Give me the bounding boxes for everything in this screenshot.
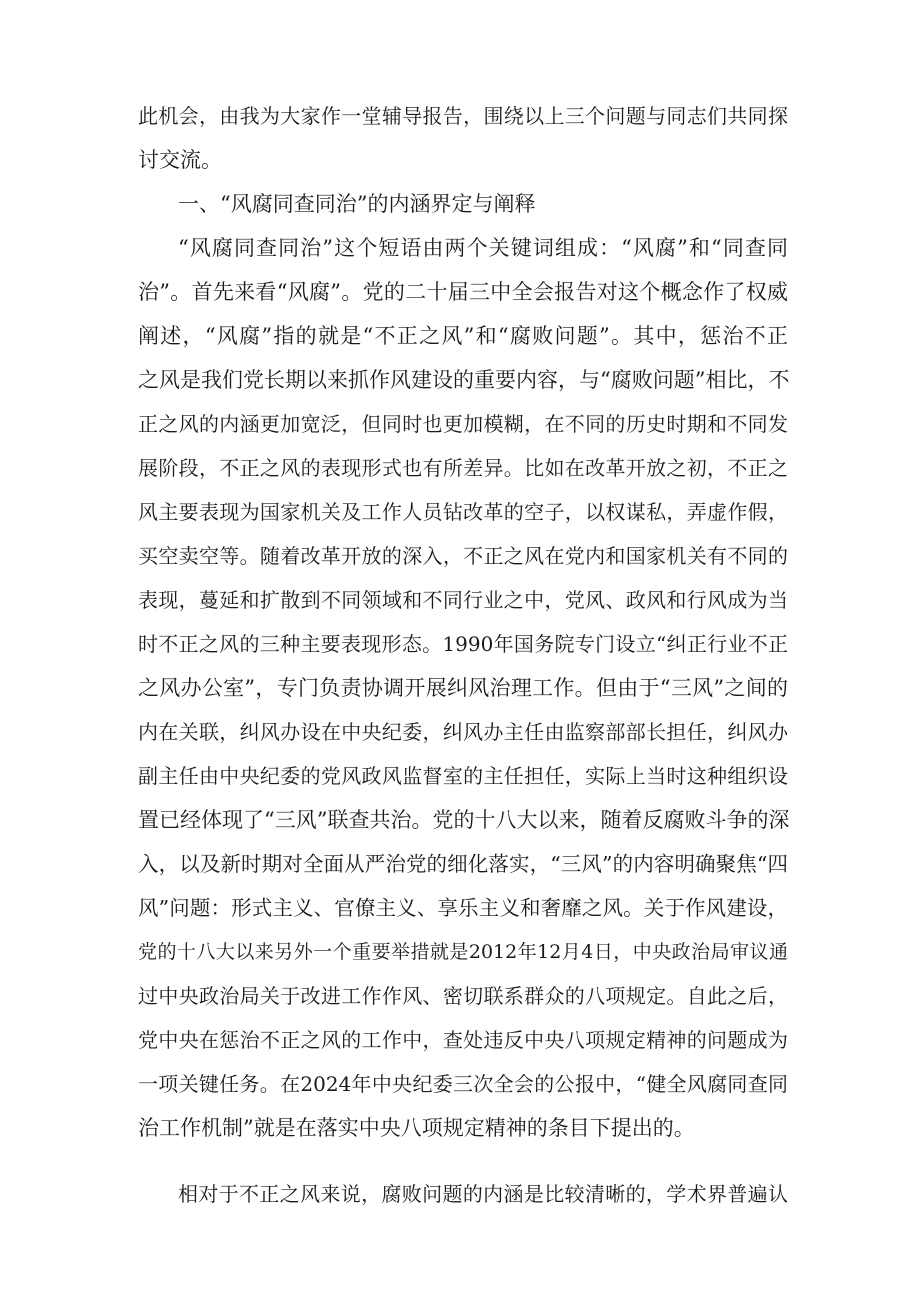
paragraph1-line-10: 时不正之风的三种主要表现形态。1990年国务院专门设立“纠正行业不正: [138, 632, 788, 656]
intro-line-1: 此机会，由我为大家作一堂辅导报告，围绕以上三个问题与同志们共同探: [138, 104, 788, 128]
paragraph1-line-5: 正之风的内涵更加宽泛，但同时也更加模糊，在不同的历史时期和不同发: [138, 412, 788, 436]
paragraph1-line-6: 展阶段，不正之风的表现形式也有所差异。比如在改革开放之初，不正之: [138, 456, 788, 480]
paragraph1-line-16: 风”问题：形式主义、官僚主义、享乐主义和奢靡之风。关于作风建设，: [138, 896, 788, 920]
paragraph1-line-15: 入，以及新时期对全面从严治党的细化落实，“三风”的内容明确聚焦“四: [138, 852, 788, 876]
paragraph2-line-1: 相对于不正之风来说，腐败问题的内涵是比较清晰的，学术界普遍认: [178, 1182, 788, 1206]
paragraph1-line-19: 党中央在惩治不正之风的工作中，查处违反中央八项规定精神的问题成为: [138, 1028, 788, 1052]
paragraph1-line-3: 阐述，“风腐”指的就是“不正之风”和“腐败问题”。其中，惩治不正: [138, 324, 788, 348]
paragraph1-line-4: 之风是我们党长期以来抓作风建设的重要内容，与“腐败问题”相比，不: [138, 368, 790, 392]
paragraph1-line-21: 治工作机制”就是在落实中央八项规定精神的条目下提出的。: [138, 1116, 695, 1140]
paragraph1-line-8: 买空卖空等。随着改革开放的深入，不正之风在党内和国家机关有不同的: [138, 544, 788, 568]
intro-line-2: 讨交流。: [138, 148, 222, 172]
paragraph1-line-9: 表现，蔓延和扩散到不同领域和不同行业之中，党风、政风和行风成为当: [138, 588, 788, 612]
section-heading: 一、“风腐同查同治”的内涵界定与阐释: [178, 192, 536, 216]
paragraph1-line-17: 党的十八大以来另外一个重要举措就是2012年12月4日，中央政治局审议通: [138, 941, 788, 963]
paragraph1-line-20: 一项关键任务。在2024年中央纪委三次全会的公报中，“健全风腐同查同: [138, 1072, 788, 1096]
paragraph1-line-14: 置已经体现了“三风”联查共治。党的十八大以来，随着反腐败斗争的深: [138, 808, 790, 832]
paragraph1-line-13: 副主任由中央纪委的党风政风监督室的主任担任，实际上当时这种组织设: [138, 764, 788, 788]
paragraph1-line-11: 之风办公室”，专门负责协调开展纠风治理工作。但由于“三风”之间的: [138, 676, 788, 700]
paragraph1-line-1: “风腐同查同治”这个短语由两个关键词组成：“风腐”和“同查同: [178, 236, 788, 260]
paragraph1-line-12: 内在关联，纠风办设在中央纪委，纠风办主任由监察部部长担任，纠风办: [138, 720, 788, 744]
paragraph1-line-18: 过中央政治局关于改进工作作风、密切联系群众的八项规定。自此之后，: [138, 984, 788, 1008]
paragraph1-line-7: 风主要表现为国家机关及工作人员钻改革的空子，以权谋私，弄虚作假，: [138, 500, 788, 524]
paragraph1-line-2: 治”。首先来看“风腐”。党的二十届三中全会报告对这个概念作了权威: [138, 280, 788, 304]
